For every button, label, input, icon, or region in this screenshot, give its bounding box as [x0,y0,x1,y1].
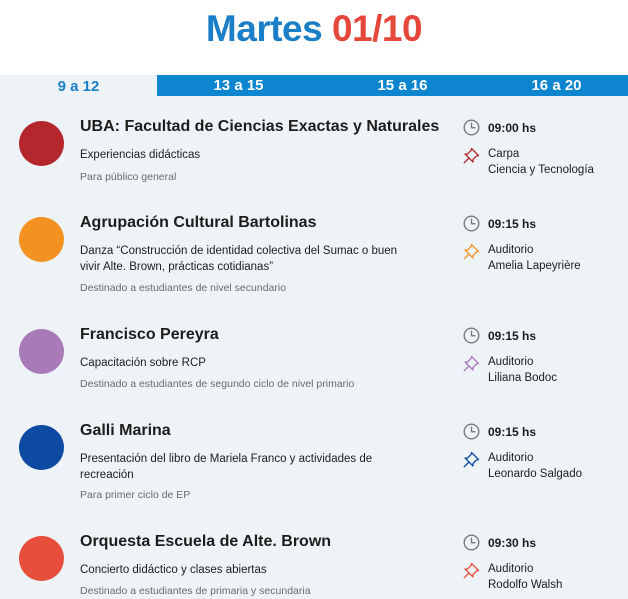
event-audience: Destinado a estudiantes de nivel secundario [80,282,287,294]
event-item [0,192,628,297]
event-description: Experiencias didácticas [80,149,201,161]
event-audience: Destinado a estudiantes de primaria y secundaria [80,585,311,597]
event-audience: Para público general [80,171,177,183]
event-time: 09:15 hs [488,329,537,343]
event-title: Agrupación Cultural Bartolinas [80,214,317,231]
time-tabs [0,75,628,96]
event-description: Concierto didáctico y clases abiertas [80,564,267,576]
event-item [0,96,628,201]
event-color-dot [19,425,64,470]
event-time: 09:15 hs [488,217,537,231]
event-list [0,96,628,599]
event-color-dot [19,121,64,166]
event-location [488,146,594,178]
event-title: Orquesta Escuela de Alte. Brown [80,533,332,550]
pushpin-icon [462,146,481,165]
location-line-1: Auditorio [488,244,534,256]
title-date: 01/10 [331,8,423,49]
event-location [488,242,581,274]
event-item [0,304,628,409]
event-title: UBA: Facultad de Ciencias Exactas y Naturales [80,118,440,135]
clock-icon [463,327,480,344]
title-day: Martes [205,8,323,49]
clock-icon [463,423,480,440]
location-line-2: Rodolfo Walsh [488,579,563,591]
location-line-2: Liliana Bodoc [488,372,558,384]
tab-9-12[interactable]: 9 a 12 [0,75,157,96]
event-location [488,354,557,386]
event-description: Presentación del libro de Mariela Franco y actividades de recreación [80,453,373,481]
page-title [0,8,628,50]
tab-16-20[interactable]: 16 a 20 [485,75,628,96]
event-location [488,450,582,482]
event-location [488,561,562,593]
event-audience: Para primer ciclo de EP [80,489,191,501]
event-time: 09:15 hs [488,425,537,439]
event-color-dot [19,329,64,374]
pushpin-icon [462,242,481,261]
location-line-1: Auditorio [488,563,534,575]
event-color-dot [19,217,64,262]
location-line-2: Leonardo Salgado [488,468,582,480]
location-line-2: Amelia Lapeyrière [488,260,581,272]
event-time: 09:30 hs [488,536,537,550]
event-description: Capacitación sobre RCP [80,357,206,369]
location-line-1: Auditorio [488,452,534,464]
clock-icon [463,119,480,136]
event-audience: Destinado a estudiantes de segundo ciclo de nivel primario [80,378,355,390]
pushpin-icon [462,561,481,580]
location-line-1: Carpa [488,148,520,160]
location-line-1: Auditorio [488,356,534,368]
clock-icon [463,534,480,551]
event-description: Danza “Construcción de identidad colectiva del Sumac o buen vivir Alte. Brown, prácticas cotidianas” [80,245,398,273]
event-title: Galli Marina [80,422,171,439]
pushpin-icon [462,354,481,373]
event-item [0,400,628,505]
event-title: Francisco Pereyra [80,326,219,343]
pushpin-icon [462,450,481,469]
event-time: 09:00 hs [488,121,537,135]
tab-15-16[interactable]: 15 a 16 [320,75,485,96]
location-line-2: Ciencia y Tecnología [488,164,594,176]
tab-13-15[interactable]: 13 a 15 [157,75,320,96]
event-item [0,511,628,599]
event-color-dot [19,536,64,581]
clock-icon [463,215,480,232]
